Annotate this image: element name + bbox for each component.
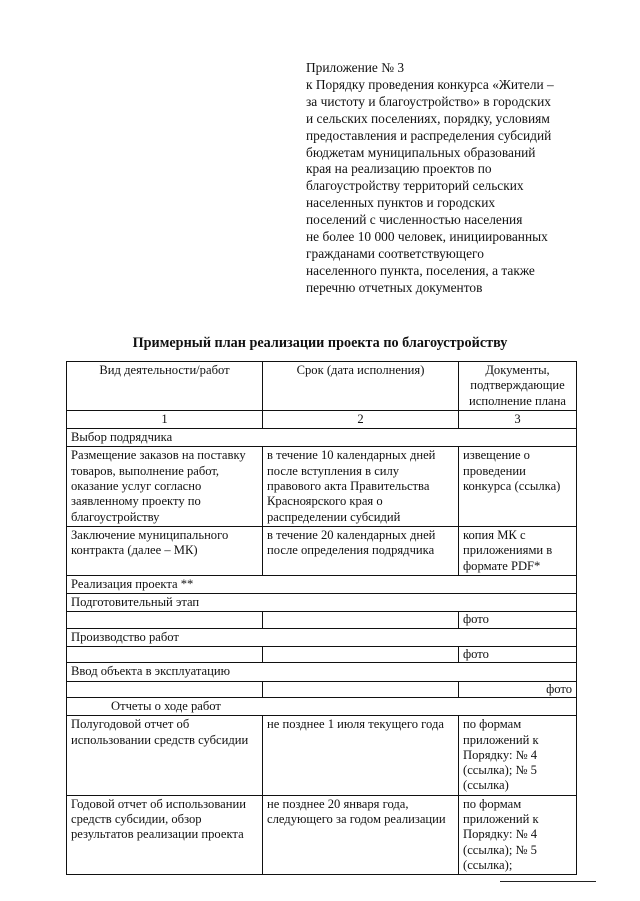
table-row [67, 526, 577, 575]
appendix-line: поселений с численностью населения [306, 212, 523, 228]
documents-cell: фото [459, 612, 577, 628]
header-row [67, 362, 577, 411]
section-prep: Подготовительный этап [67, 594, 577, 612]
appendix-line: гражданами соответствующего [306, 245, 484, 261]
appendix-line: предоставления и распределения субсидий [306, 127, 552, 143]
header-documents: Документы, подтверждающие исполнение плана [459, 362, 577, 411]
column-number: 3 [459, 410, 577, 428]
section-selection: Выбор подрядчика [67, 429, 577, 447]
section-row [67, 429, 577, 447]
documents-cell: по формам приложений к Порядку: № 4 (ссылка); № 5 (ссылка); [459, 795, 577, 874]
activity-cell: Заключение муниципального контракта (далее – МК) [67, 526, 263, 575]
activity-cell: Размещение заказов на поставку товаров, выполнение работ, оказание услуг согласно заявленному проекту по благоустройству [67, 447, 263, 526]
appendix-line: не более 10 000 человек, инициированных [306, 229, 548, 245]
table-row [67, 681, 577, 697]
appendix-line: края на реализацию проектов по [306, 161, 492, 177]
section-commissioning: Ввод объекта в эксплуатацию [67, 663, 577, 681]
deadline-cell: не позднее 20 января года, следующего за годом реализации [263, 795, 459, 874]
appendix-line: перечню отчетных документов [306, 279, 483, 295]
section-row [67, 628, 577, 646]
empty-cell [263, 681, 459, 697]
column-number: 1 [67, 410, 263, 428]
table-row [67, 612, 577, 628]
section-implementation: Реализация проекта ** [67, 575, 577, 593]
appendix-line: к Порядку проведения конкурса «Жители – [306, 76, 554, 92]
appendix-line: благоустройству территорий сельских [306, 178, 524, 194]
empty-cell [263, 647, 459, 663]
column-number: 2 [263, 410, 459, 428]
table-row [67, 647, 577, 663]
appendix-line: Приложение № 3 [306, 60, 405, 75]
header-deadline: Срок (дата исполнения) [263, 362, 459, 411]
appendix-line: за чистоту и благоустройство» в городских [306, 93, 551, 109]
documents-cell: по формам приложений к Порядку: № 4 (ссылка); № 5 (ссылка) [459, 716, 577, 795]
column-number-row [67, 410, 577, 428]
documents-cell: фото [459, 681, 577, 697]
empty-cell [263, 612, 459, 628]
section-reports: Отчеты о ходе работ [67, 697, 577, 715]
appendix-line: населенных пунктов и городских [306, 195, 496, 211]
plan-table [66, 361, 577, 875]
table-row [67, 716, 577, 795]
table-row [67, 447, 577, 526]
deadline-cell: в течение 10 календарных дней после вступления в силу правового акта Правительства Красноярского края о распределении субсидий [263, 447, 459, 526]
section-row [67, 575, 577, 593]
documents-cell: извещение о проведении конкурса (ссылка) [459, 447, 577, 526]
section-row [67, 697, 577, 715]
header-activity: Вид деятельности/работ [67, 362, 263, 411]
activity-cell: Полугодовой отчет об использовании средств субсидии [67, 716, 263, 795]
document-title: Примерный план реализации проекта по благоустройству [132, 335, 508, 351]
section-row [67, 594, 577, 612]
deadline-cell: не позднее 1 июля текущего года [263, 716, 459, 795]
deadline-cell: в течение 20 календарных дней после определения подрядчика [263, 526, 459, 575]
documents-cell: фото [459, 647, 577, 663]
appendix-line: бюджетам муниципальных образований [306, 144, 536, 160]
appendix-line: населенного пункта, поселения, а также [306, 262, 535, 278]
section-row [67, 663, 577, 681]
activity-cell: Годовой отчет об использовании средств субсидии, обзор результатов реализации проекта [67, 795, 263, 874]
empty-cell [67, 612, 263, 628]
section-works: Производство работ [67, 628, 577, 646]
table-row [67, 795, 577, 874]
documents-cell: копия МК с приложениями в формате PDF* [459, 526, 577, 575]
empty-cell [67, 681, 263, 697]
appendix-line: и сельских поселениях, порядку, условиям [306, 110, 550, 126]
appendix-header [306, 60, 606, 297]
empty-cell [67, 647, 263, 663]
footnote-divider [500, 881, 596, 882]
